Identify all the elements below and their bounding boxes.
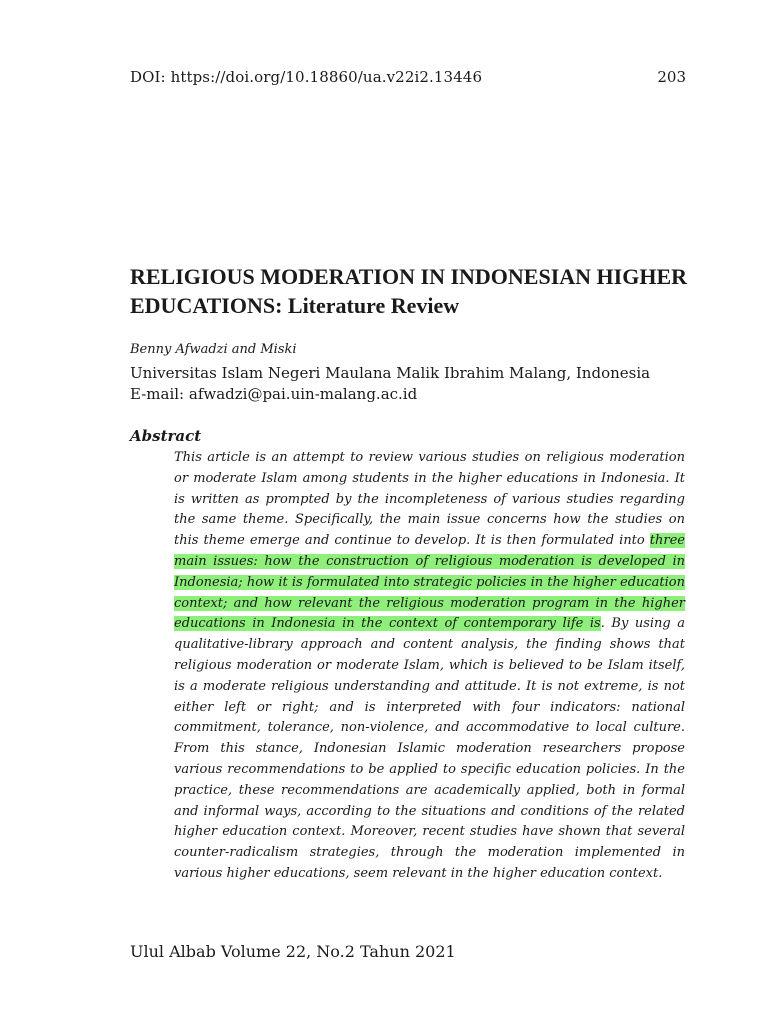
page-number: 203 xyxy=(657,68,686,86)
doi-link[interactable]: DOI: https://doi.org/10.18860/ua.v22i2.13446 xyxy=(130,68,483,86)
journal-footer: Ulul Albab Volume 22, No.2 Tahun 2021 xyxy=(130,942,456,961)
author-affiliation: Universitas Islam Negeri Maulana Malik Ibrahim Malang, Indonesia xyxy=(130,364,651,382)
author-email: E-mail: afwadzi@pai.uin-malang.ac.id xyxy=(130,385,418,403)
abstract-highlighted-text: three main issues: how the construction of religious moderation is developed in Indonesia; how it is formulated into strategic policies in the higher education context; and how relevant the religious moderation program in the higher educations in Indonesia in the context of contemporary life is xyxy=(174,533,685,632)
article-authors: Benny Afwadzi and Miski xyxy=(130,342,297,357)
abstract-text-before: This article is an attempt to review various studies on religious moderation or moderate Islam among students in the higher educations in Indonesia. It is written as prompted by the incompleteness of various studies regarding the same theme. Specifically, the main issue concerns how the studies on this theme emerge and continue to develop. It is then formulated into xyxy=(174,450,685,549)
abstract-body xyxy=(174,448,685,885)
abstract-heading: Abstract xyxy=(130,427,202,445)
abstract-text-after: . By using a qualitative-library approach and content analysis, the finding shows that religious moderation or moderate Islam, which is believed to be Islam itself, is a moderate religious understanding and attitude. It is not extreme, is not either left or right; and is interpreted with four indicators: national commitment, tolerance, non-violence, and accommodative to local culture. From this stance, Indonesian Islamic moderation researchers propose various recommendations to be applied to specific education policies. In the practice, these recommendations are academically applied, both in formal and informal ways, according to the situations and conditions of the related higher education context. Moreover, recent studies have shown that several counter-radicalism strategies, through the moderation implemented in various higher educations, seem relevant in the higher education context. xyxy=(174,616,685,881)
article-title: RELIGIOUS MODERATION IN INDONESIAN HIGHER EDUCATIONS: Literature Review xyxy=(130,264,688,318)
